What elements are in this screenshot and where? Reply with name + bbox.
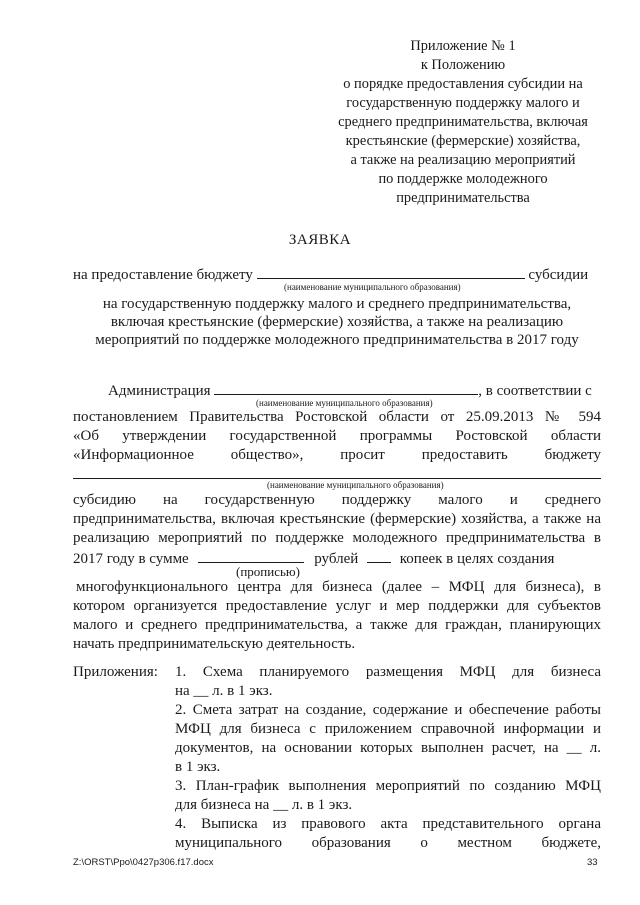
- body-line: предпринимательства, включая крестьянские (фермерские) хозяйства, а также на: [73, 511, 601, 527]
- appendix-line: 3. План-график выполнения мероприятий по созданию МФЦ: [175, 778, 601, 794]
- header-block: [318, 37, 608, 208]
- subtitle-line-1: [73, 264, 601, 284]
- appendix-line: муниципального образования о местном бюджете,: [175, 835, 601, 851]
- header-line: к Положению: [420, 57, 506, 73]
- appendix-line: для бизнеса на __ л. в 1 экз.: [175, 797, 353, 813]
- appendix-line: 4. Выписка из правового акта представительного органа: [175, 816, 601, 832]
- body-line-sum: [73, 548, 601, 568]
- rubles-blank: [367, 548, 391, 563]
- administration-blank: [214, 380, 478, 395]
- body-text: Администрация: [108, 383, 211, 399]
- header-line: среднего предпринимательства, включая: [338, 114, 588, 130]
- appendix-line: 2. Смета затрат на создание, содержание и обеспечение работы: [175, 702, 601, 718]
- admin-caption: (наименование муниципального образования): [256, 398, 433, 408]
- header-line: по поддержке молодежного: [378, 171, 548, 187]
- body-line: котором организуется предоставление услуг и мер поддержки для субъектов: [73, 598, 601, 614]
- body-line-admin: [108, 380, 601, 400]
- appendix-line: на __ л. в 1 экз.: [175, 683, 273, 699]
- header-line: а также на реализацию мероприятий: [350, 152, 576, 168]
- appendices-label: Приложения:: [73, 664, 158, 680]
- appendix-line: МФЦ для бизнеса с приложением справочной информации и: [175, 721, 601, 737]
- subtitle-text: субсидии: [528, 267, 589, 283]
- body-line: субсидию на государственную поддержку малого и среднего: [73, 492, 601, 508]
- body-line: малого и среднего предпринимательства, а также для граждан, планирующих: [73, 617, 601, 633]
- body-line: реализацию мероприятий по поддержке молодежного предпринимательства в: [73, 530, 601, 546]
- municipality-blank-line: [73, 478, 601, 479]
- subtitle-line-4: мероприятий по поддержке молодежного предпринимательства в 2017 году: [95, 332, 579, 348]
- sum-blank: [198, 548, 304, 563]
- appendix-line: документов, на основании которых выполнен расчет, на __ л.: [175, 740, 601, 756]
- header-line: предпринимательства: [396, 190, 530, 206]
- body-line: «Об утверждении государственной программы Ростовской области: [73, 428, 601, 444]
- subtitle-caption: (наименование муниципального образования): [284, 282, 461, 292]
- header-line: государственную поддержку малого и: [346, 95, 580, 111]
- appendix-line: 1. Схема планируемого размещения МФЦ для бизнеса: [175, 664, 601, 680]
- body-line: «Информационное общество», просит предоставить бюджету: [73, 447, 601, 463]
- municipality-blank: [257, 264, 525, 279]
- sum-caption: (прописью): [236, 564, 300, 579]
- body-line: постановлением Правительства Ростовской области от 25.09.2013 № 594: [73, 409, 601, 425]
- budget-caption: (наименование муниципального образования): [267, 480, 444, 490]
- body-text: 2017 году в сумме: [73, 551, 189, 567]
- appendix-line: в 1 экз.: [175, 759, 221, 775]
- document-title: ЗАЯВКА: [288, 232, 352, 248]
- body-line: начать предпринимательскую деятельность.: [73, 636, 356, 652]
- page-number: 33: [587, 857, 598, 868]
- header-line: о порядке предоставления субсидии на: [343, 76, 583, 92]
- subtitle-line-2: на государственную поддержку малого и среднего предпринимательства,: [102, 296, 572, 312]
- header-line: Приложение № 1: [410, 38, 516, 54]
- body-text: рублей: [314, 551, 359, 567]
- subtitle-text: на предоставление бюджету: [73, 267, 253, 283]
- subtitle-line-3: включая крестьянские (фермерские) хозяйства, а также на реализацию: [110, 314, 564, 330]
- body-text: , в соответствии с: [478, 383, 592, 399]
- body-line: многофункционального центра для бизнеса (далее – МФЦ для бизнеса), в: [76, 579, 601, 595]
- header-line: крестьянские (фермерские) хозяйства,: [345, 133, 581, 149]
- body-text: копеек в целях создания: [399, 551, 555, 567]
- file-path: Z:\ORST\Ppo\0427p306.f17.docx: [73, 857, 214, 868]
